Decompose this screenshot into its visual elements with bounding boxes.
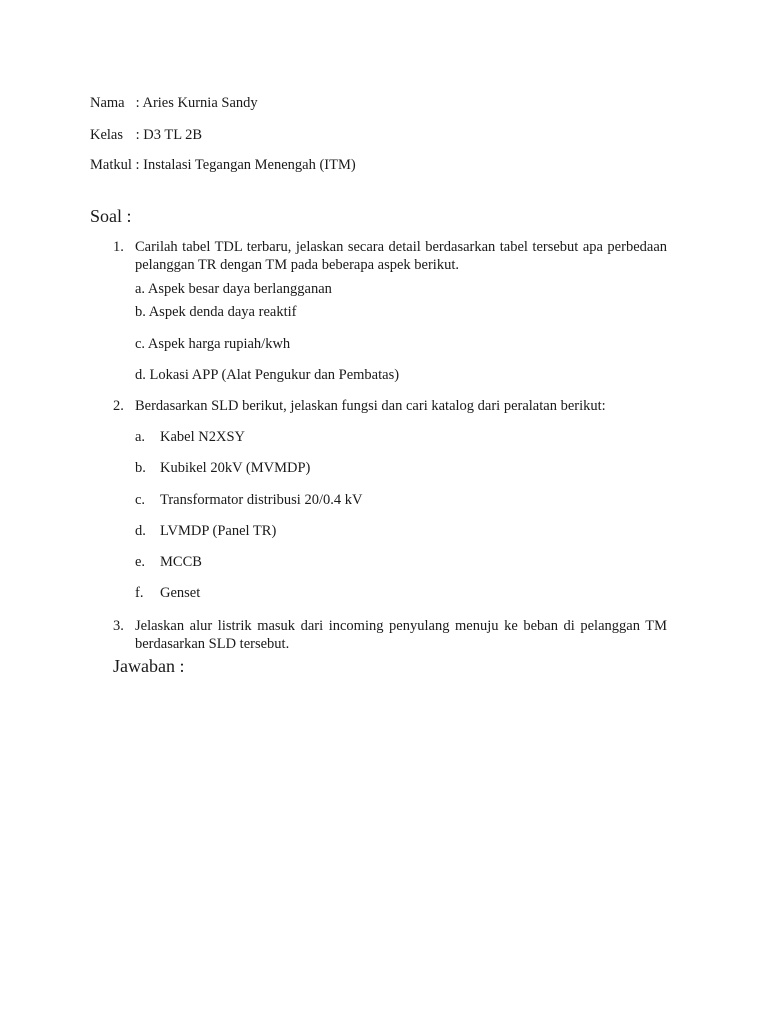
- question-2-number: 2.: [113, 398, 124, 414]
- jawaban-heading: Jawaban :: [113, 656, 185, 676]
- question-2-item-c-letter: c.: [135, 492, 146, 508]
- question-2-item-c-text: Transformator distribusi 20/0.4 kV: [160, 492, 363, 508]
- question-2-text: Berdasarkan SLD berikut, jelaskan fungsi dan cari katalog dari peralatan berikut:: [135, 398, 606, 414]
- question-1-text: [135, 238, 667, 274]
- question-2-item-e-letter: e.: [135, 554, 146, 570]
- nama-line: [90, 94, 258, 112]
- kelas-value: : D3 TL 2B: [135, 127, 203, 143]
- nama-value: : Aries Kurnia Sandy: [135, 95, 258, 111]
- question-3-number: 3.: [113, 618, 124, 634]
- kelas-line: [90, 126, 202, 144]
- question-1-line-2: pelanggan TR dengan TM pada beberapa aspek berikut.: [135, 257, 459, 273]
- question-2-item-f-letter: f.: [135, 585, 144, 601]
- question-2-item-d-text: LVMDP (Panel TR): [160, 523, 277, 539]
- matkul-value: : Instalasi Tegangan Menengah (ITM): [135, 157, 356, 173]
- soal-heading: Soal :: [90, 206, 132, 226]
- question-2-item-b-text: Kubikel 20kV (MVMDP): [160, 460, 311, 476]
- matkul-line: [90, 156, 356, 174]
- question-3-text: [135, 617, 667, 653]
- question-1-item-a: a. Aspek besar daya berlangganan: [135, 281, 332, 297]
- question-1-item-b: b. Aspek denda daya reaktif: [135, 304, 297, 320]
- question-2-item-d-letter: d.: [135, 523, 146, 539]
- question-1-item-d: d. Lokasi APP (Alat Pengukur dan Pembatas): [135, 367, 400, 383]
- question-1-item-c: c. Aspek harga rupiah/kwh: [135, 336, 291, 352]
- question-3-line-2: berdasarkan SLD tersebut.: [135, 636, 290, 652]
- question-2-item-b-letter: b.: [135, 460, 146, 476]
- question-2-item-a-text: Kabel N2XSY: [160, 429, 245, 445]
- question-2-item-e-text: MCCB: [160, 554, 202, 570]
- question-2-item-f-text: Genset: [160, 585, 201, 601]
- question-3-line-1: Jelaskan alur listrik masuk dari incoming penyulang menuju ke beban di pelanggan TM: [135, 618, 667, 634]
- question-1-line-1: Carilah tabel TDL terbaru, jelaskan secara detail berdasarkan tabel tersebut apa perbedaan: [135, 239, 667, 255]
- question-2-item-a-letter: a.: [135, 429, 146, 445]
- kelas-label: Kelas: [90, 127, 124, 143]
- nama-label: Nama: [90, 95, 125, 111]
- question-1-number: 1.: [113, 239, 124, 255]
- matkul-label: Matkul: [90, 157, 132, 173]
